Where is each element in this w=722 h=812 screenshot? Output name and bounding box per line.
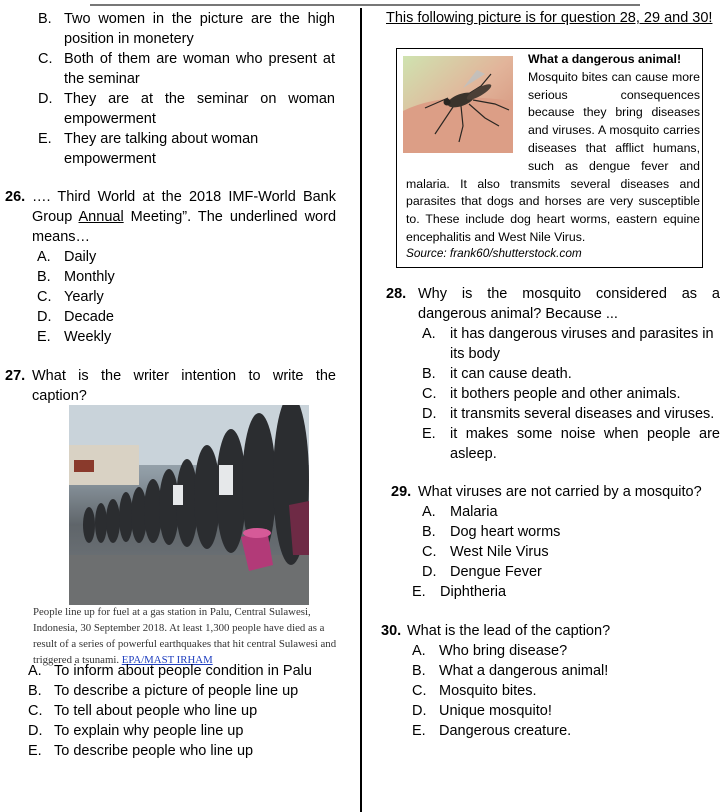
question-text: Why is the mosquito considered as a dangerous animal? Because ... [418, 286, 720, 322]
option-row [37, 247, 336, 267]
options-list [386, 324, 720, 464]
option-label: E. [28, 743, 42, 759]
photo-credit-link[interactable]: EPA/MAST IRHAM [121, 654, 213, 666]
option-label: D. [422, 406, 437, 422]
option-text: Who bring disease? [439, 643, 568, 659]
question-30 [381, 621, 711, 741]
option-text: They are talking about woman empowerment [64, 131, 259, 167]
option-label: C. [422, 386, 437, 402]
option-label: B. [38, 11, 52, 27]
box-source: Source: frank60/shutterstock.com [406, 246, 582, 260]
question-stem [5, 366, 336, 406]
option-label: B. [422, 524, 436, 540]
option-label: A. [422, 326, 436, 342]
option-label: D. [28, 723, 43, 739]
question-stem [391, 482, 721, 502]
option-text: Decade [64, 309, 114, 325]
option-text: Unique mosquito! [439, 703, 552, 719]
photo-caption [33, 604, 348, 668]
option-row [422, 324, 720, 364]
option-label: A. [422, 504, 436, 520]
option-label: C. [412, 683, 427, 699]
option-label: A. [37, 249, 51, 265]
option-text: it bothers people and other animals. [450, 386, 681, 402]
option-label: B. [422, 366, 436, 382]
option-row [412, 721, 711, 741]
question-text [32, 187, 336, 247]
option-row [412, 641, 711, 661]
question-number: 27. [5, 368, 26, 384]
option-row [38, 129, 335, 169]
option-text: Weekly [64, 329, 112, 345]
option-row [28, 721, 338, 741]
underlined-word: Annual [78, 209, 124, 225]
question-number: 26. [5, 189, 26, 205]
option-text: Monthly [64, 269, 115, 285]
option-text: What a dangerous animal! [439, 663, 609, 679]
option-row [422, 384, 720, 404]
option-label: D. [422, 564, 437, 580]
option-row [37, 287, 336, 307]
option-row [28, 701, 338, 721]
box-body: Mosquito bites can cause more serious consequences because they bring diseases and viruses. A mosquito carries diseases that afflict humans, such as dengue fever and malaria. It also transmits several diseases and parasites that dogs and horses are very susceptible to. These include dog heart worms, eastern equine encephalitis and West Nile Virus. [406, 69, 700, 244]
option-label: A. [28, 663, 42, 679]
question-27-options [28, 661, 338, 761]
option-text: Daily [64, 249, 97, 265]
question-27 [5, 366, 336, 406]
option-row [412, 701, 711, 721]
question-stem [386, 284, 720, 324]
option-row [37, 267, 336, 287]
fuel-queue-photo [69, 405, 309, 605]
option-text: it makes some noise when people are asleep. [450, 426, 720, 462]
option-label: E. [38, 131, 52, 147]
question-text: What viruses are not carried by a mosquito? [418, 484, 702, 500]
option-row [38, 9, 335, 49]
stem-part: Meeting”. The underlined word means… [32, 209, 337, 245]
column-divider [360, 8, 362, 812]
option-label: E. [422, 426, 436, 442]
question-stem [381, 621, 711, 641]
question-number: 28. [386, 286, 407, 302]
option-text: West Nile Virus [450, 544, 549, 560]
option-label: E. [412, 723, 426, 739]
top-rule [90, 4, 640, 6]
option-text: Dengue Fever [450, 564, 542, 580]
reading-box [396, 48, 703, 268]
option-text: They are at the seminar on woman empowerment [64, 91, 335, 127]
option-row [422, 364, 720, 384]
option-text: it can cause death. [450, 366, 572, 382]
option-row [422, 562, 721, 582]
caption-text: People line up for fuel at a gas station in Palu, Central Sulawesi, Indonesia, 30 September 2018. At least 1,300 people have died as a result of a series of powerful earthquakes that hit central Sulawesi and triggered a tsunami. [33, 606, 337, 666]
question-25-options [38, 9, 335, 169]
question-text: What is the lead of the caption? [407, 623, 611, 639]
option-row [412, 661, 711, 681]
option-row [28, 661, 338, 681]
option-label: E. [412, 584, 426, 600]
option-label: D. [38, 91, 53, 107]
text-wrap-spacer [406, 51, 528, 161]
option-label: C. [422, 544, 437, 560]
option-row [422, 424, 720, 464]
option-label: C. [38, 51, 53, 67]
options-list [391, 502, 721, 602]
option-row [422, 542, 721, 562]
option-label: B. [412, 663, 426, 679]
option-text: Yearly [64, 289, 104, 305]
option-row [37, 307, 336, 327]
photo-illustration [69, 405, 309, 605]
box-title: What a dangerous animal! [528, 52, 682, 66]
option-text: Two women in the picture are the high position in monetery [64, 11, 335, 47]
option-row [422, 404, 720, 424]
option-row [28, 741, 338, 761]
option-text: Malaria [450, 504, 498, 520]
options-list [5, 247, 336, 347]
option-text: it transmits several diseases and viruses. [450, 406, 715, 422]
option-row [422, 502, 721, 522]
question-number: 29. [391, 484, 412, 500]
option-row [412, 681, 711, 701]
option-text: Mosquito bites. [439, 683, 537, 699]
option-label: A. [412, 643, 426, 659]
option-text: To describe people who line up [54, 743, 254, 759]
option-text: Both of them are woman who present at the seminar [64, 51, 335, 87]
option-label: C. [28, 703, 43, 719]
option-text: it has dangerous viruses and parasites in its body [450, 326, 714, 362]
stem-part: …. Third World at the 2018 IMF-World Bank Group [32, 189, 336, 225]
option-label: B. [28, 683, 42, 699]
question-26 [5, 187, 336, 347]
option-row [38, 89, 335, 129]
option-text: Diphtheria [440, 584, 507, 600]
option-text: To tell about people who line up [54, 703, 258, 719]
question-number: 30. [381, 623, 402, 639]
option-text: To inform about people condition in Palu [54, 663, 312, 679]
option-label: E. [37, 329, 51, 345]
option-row [28, 681, 338, 701]
option-text: Dangerous creature. [439, 723, 572, 739]
option-row [37, 327, 336, 347]
option-label: D. [37, 309, 52, 325]
option-label: B. [37, 269, 51, 285]
option-label: D. [412, 703, 427, 719]
question-text: What is the writer intention to write the caption? [32, 368, 336, 404]
question-28 [386, 284, 720, 464]
option-row [422, 522, 721, 542]
options-list [381, 641, 711, 741]
option-text: Dog heart worms [450, 524, 561, 540]
reading-text [406, 51, 700, 247]
option-row [38, 49, 335, 89]
question-stem [5, 187, 336, 247]
option-row [412, 582, 711, 602]
option-label: C. [37, 289, 52, 305]
option-text: To describe a picture of people line up [54, 683, 299, 699]
section-heading: This following picture is for question 28, 29 and 30! [386, 10, 713, 26]
question-29 [391, 482, 721, 602]
option-text: To explain why people line up [54, 723, 244, 739]
